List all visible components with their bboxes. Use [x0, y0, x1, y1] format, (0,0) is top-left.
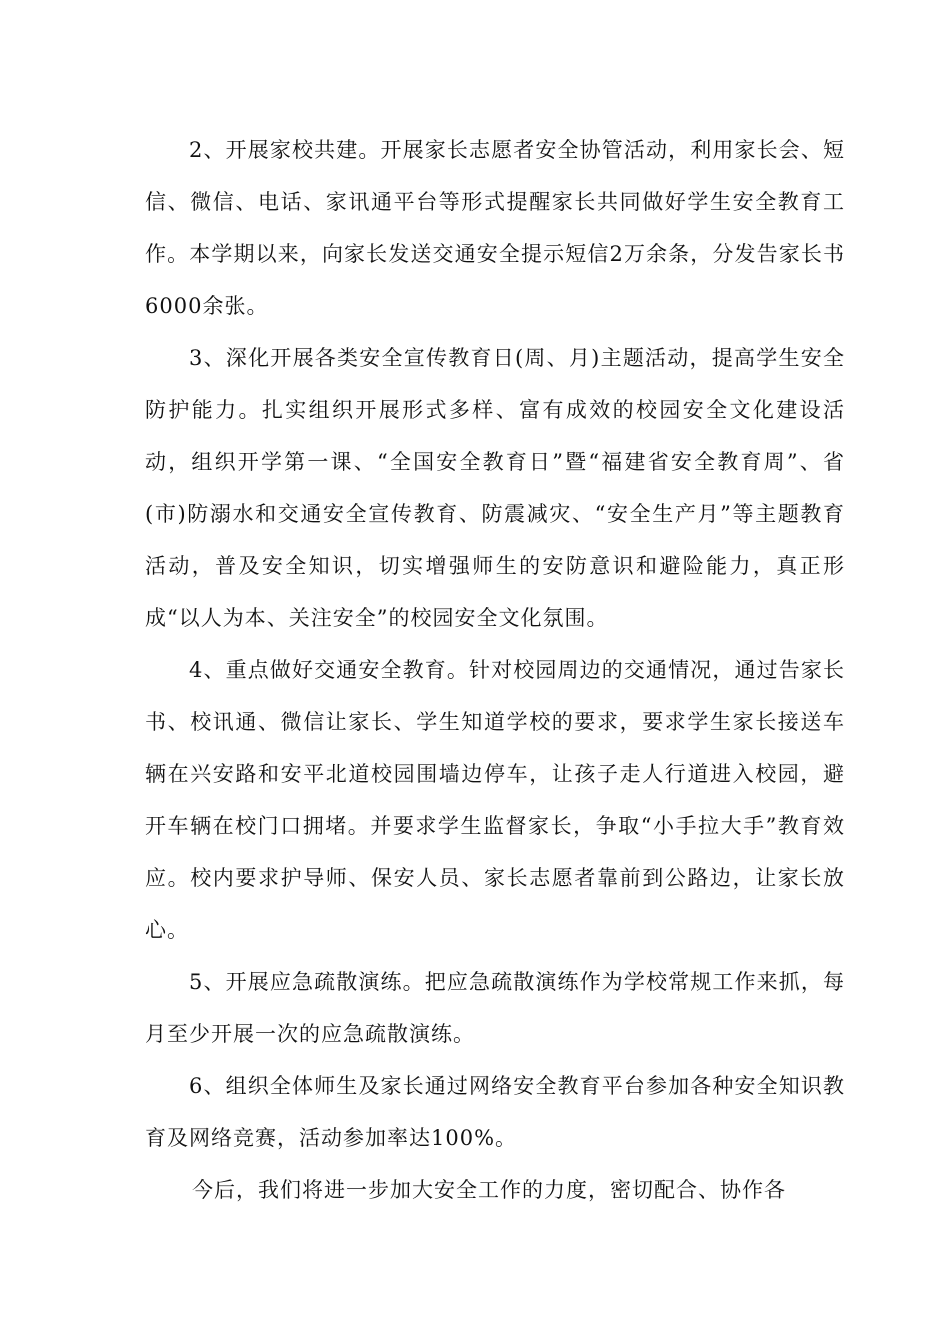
paragraph-home-school: 2、开展家校共建。开展家长志愿者安全协管活动，利用家长会、短信、微信、电话、家讯通平台等形式提醒家长共同做好学生安全教育工作。本学期以来，向家长发送交通安全提示短信2万余条，分发告家长书6000余张。: [145, 138, 845, 318]
paragraph-online-education: 6、组织全体师生及家长通过网络安全教育平台参加各种安全知识教育及网络竞赛，活动参加率达100%。: [145, 1074, 845, 1150]
paragraph-traffic-safety: 4、重点做好交通安全教育。针对校园周边的交通情况，通过告家长书、校讯通、微信让家长、学生知道学校的要求，要求学生家长接送车辆在兴安路和安平北道校园围墙边停车，让孩子走人行道进入校园，避开车辆在校门口拥堵。并要求学生监督家长，争取“小手拉大手”教育效应。校内要求护导师、保安人员、家长志愿者靠前到公路边，让家长放心。: [145, 658, 845, 942]
paragraph-future-plan: 今后，我们将进一步加大安全工作的力度，密切配合、协作各: [192, 1178, 786, 1202]
paragraph-evacuation-drill: 5、开展应急疏散演练。把应急疏散演练作为学校常规工作来抓，每月至少开展一次的应急疏散演练。: [145, 970, 845, 1046]
paragraph-safety-education-days: 3、深化开展各类安全宣传教育日(周、月)主题活动，提高学生安全防护能力。扎实组织开展形式多样、富有成效的校园安全文化建设活动，组织开学第一课、“全国安全教育日”暨“福建省安全教育周”、省(市)防溺水和交通安全宣传教育、防震减灾、“安全生产月”等主题教育活动，普及安全知识，切实增强师生的安防意识和避险能力，真正形成“以人为本、关注安全”的校园安全文化氛围。: [145, 346, 845, 630]
document-body: [145, 124, 845, 1216]
